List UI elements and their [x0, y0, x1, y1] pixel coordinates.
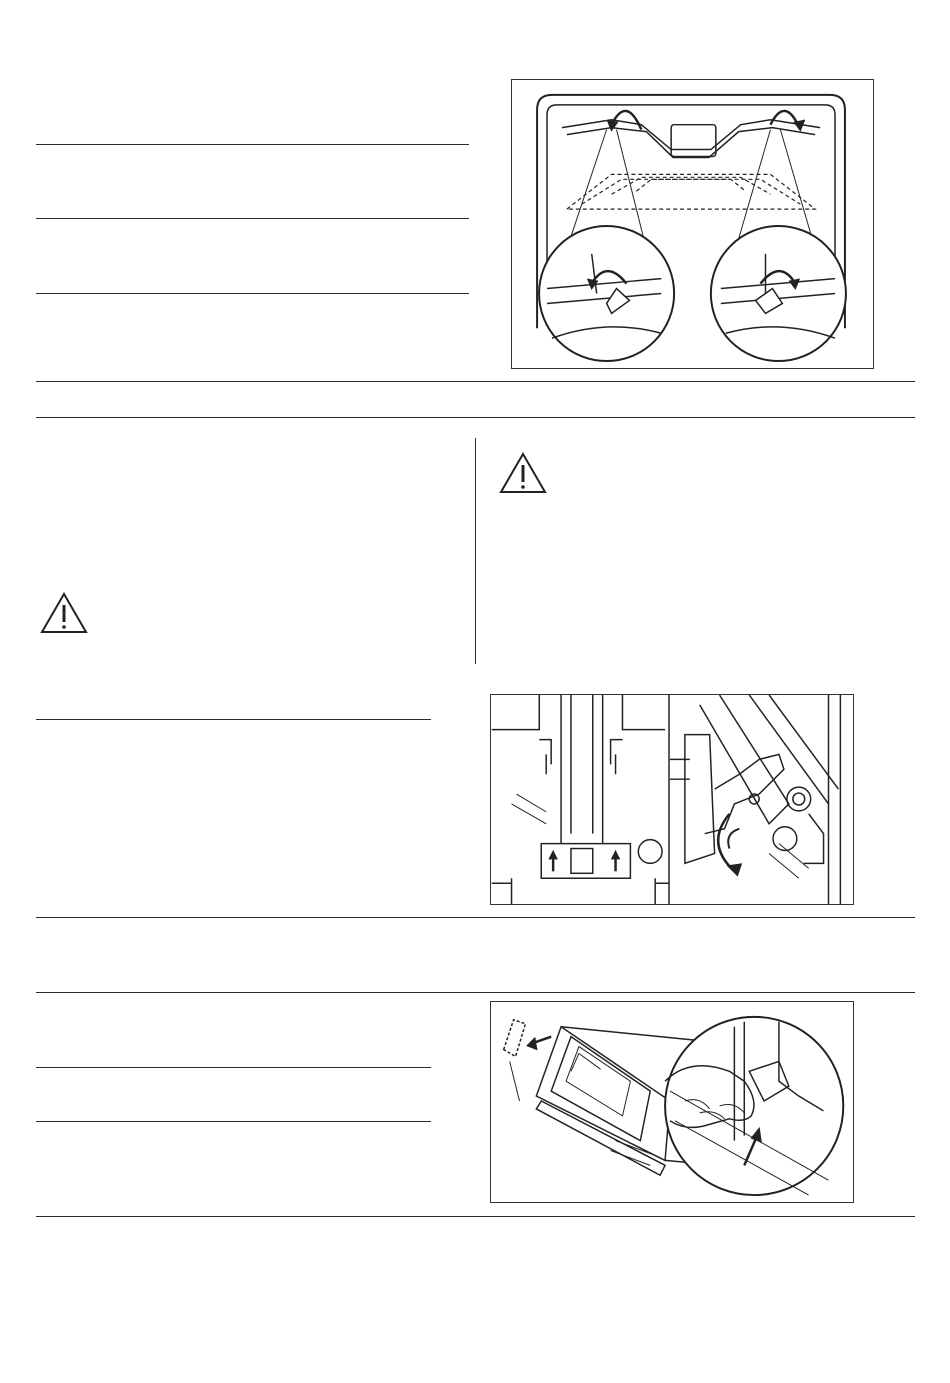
section-divider: [36, 1067, 431, 1068]
warning-triangle-icon: [39, 591, 89, 635]
door-hinge-illustration: [491, 695, 853, 904]
section-divider: [36, 917, 915, 918]
shelf-support-removal-figure: [511, 79, 874, 369]
warning-triangle-icon: [498, 451, 548, 495]
column-divider: [475, 438, 476, 664]
section-divider: [36, 293, 469, 294]
glass-panel-illustration: [491, 1002, 853, 1202]
section-divider: [36, 992, 915, 993]
section-divider: [36, 1216, 915, 1217]
section-divider: [36, 381, 915, 382]
door-hinge-figure: [490, 694, 854, 905]
section-divider: [36, 218, 469, 219]
glass-panel-removal-figure: [490, 1001, 854, 1203]
section-divider: [36, 417, 915, 418]
section-divider: [36, 144, 469, 145]
oven-interior-illustration: [512, 80, 873, 368]
section-divider: [36, 719, 431, 720]
section-divider: [36, 1121, 431, 1122]
